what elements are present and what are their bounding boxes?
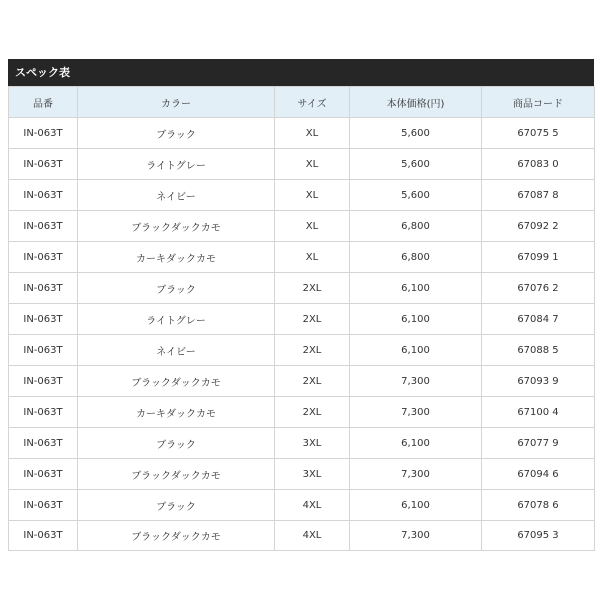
cell-color: ライトグレー <box>78 149 275 180</box>
cell-product-number: IN-063T <box>9 521 78 551</box>
cell-product-code: 67084 7 <box>482 304 595 335</box>
cell-product-code: 67094 6 <box>482 459 595 490</box>
table-row <box>9 428 595 459</box>
cell-price: 6,100 <box>350 273 482 304</box>
table-row <box>9 335 595 366</box>
cell-color: ブラック <box>78 273 275 304</box>
cell-size: 4XL <box>275 521 350 551</box>
cell-color: ライトグレー <box>78 304 275 335</box>
table-row <box>9 397 595 428</box>
cell-product-number: IN-063T <box>9 366 78 397</box>
cell-color: ブラックダックカモ <box>78 521 275 551</box>
cell-price: 6,100 <box>350 490 482 521</box>
header-color: カラー <box>78 87 275 118</box>
cell-product-code: 67095 3 <box>482 521 595 551</box>
cell-product-number: IN-063T <box>9 335 78 366</box>
cell-product-code: 67093 9 <box>482 366 595 397</box>
cell-product-code: 67099 1 <box>482 242 595 273</box>
cell-color: ネイビー <box>78 180 275 211</box>
table-row <box>9 366 595 397</box>
cell-product-code: 67087 8 <box>482 180 595 211</box>
cell-color: ブラック <box>78 428 275 459</box>
cell-size: XL <box>275 149 350 180</box>
cell-price: 6,100 <box>350 428 482 459</box>
header-size: サイズ <box>275 87 350 118</box>
cell-price: 7,300 <box>350 366 482 397</box>
cell-price: 6,800 <box>350 211 482 242</box>
cell-color: カーキダックカモ <box>78 397 275 428</box>
cell-color: カーキダックカモ <box>78 242 275 273</box>
cell-size: XL <box>275 242 350 273</box>
cell-product-code: 67078 6 <box>482 490 595 521</box>
cell-product-number: IN-063T <box>9 428 78 459</box>
table-row <box>9 149 595 180</box>
cell-color: ネイビー <box>78 335 275 366</box>
cell-price: 6,800 <box>350 242 482 273</box>
cell-price: 5,600 <box>350 180 482 211</box>
cell-size: 2XL <box>275 366 350 397</box>
cell-product-number: IN-063T <box>9 118 78 149</box>
table-body <box>9 118 595 551</box>
cell-product-number: IN-063T <box>9 397 78 428</box>
cell-color: ブラック <box>78 118 275 149</box>
cell-price: 7,300 <box>350 397 482 428</box>
spec-table-title: スペック表 <box>8 59 594 86</box>
header-product-code: 商品コード <box>482 87 595 118</box>
cell-product-code: 67088 5 <box>482 335 595 366</box>
cell-product-code: 67077 9 <box>482 428 595 459</box>
table-row <box>9 118 595 149</box>
table-row <box>9 242 595 273</box>
cell-size: XL <box>275 180 350 211</box>
table-row <box>9 490 595 521</box>
table-row <box>9 304 595 335</box>
cell-color: ブラックダックカモ <box>78 366 275 397</box>
cell-size: XL <box>275 211 350 242</box>
table-row <box>9 521 595 551</box>
cell-color: ブラック <box>78 490 275 521</box>
cell-product-number: IN-063T <box>9 211 78 242</box>
table-row <box>9 273 595 304</box>
cell-size: 3XL <box>275 428 350 459</box>
cell-price: 7,300 <box>350 459 482 490</box>
spec-table <box>8 86 595 551</box>
header-price: 本体価格(円) <box>350 87 482 118</box>
cell-color: ブラックダックカモ <box>78 459 275 490</box>
cell-product-code: 67075 5 <box>482 118 595 149</box>
cell-price: 7,300 <box>350 521 482 551</box>
cell-product-number: IN-063T <box>9 459 78 490</box>
cell-size: 2XL <box>275 273 350 304</box>
cell-product-code: 67083 0 <box>482 149 595 180</box>
cell-price: 6,100 <box>350 335 482 366</box>
cell-color: ブラックダックカモ <box>78 211 275 242</box>
cell-product-number: IN-063T <box>9 180 78 211</box>
cell-product-code: 67100 4 <box>482 397 595 428</box>
header-product-number: 品番 <box>9 87 78 118</box>
cell-product-code: 67076 2 <box>482 273 595 304</box>
cell-price: 5,600 <box>350 118 482 149</box>
cell-size: 2XL <box>275 304 350 335</box>
cell-product-number: IN-063T <box>9 304 78 335</box>
cell-product-code: 67092 2 <box>482 211 595 242</box>
cell-size: 3XL <box>275 459 350 490</box>
table-row <box>9 180 595 211</box>
cell-size: 2XL <box>275 397 350 428</box>
header-row <box>9 87 595 118</box>
cell-size: 4XL <box>275 490 350 521</box>
cell-price: 6,100 <box>350 304 482 335</box>
table-row <box>9 211 595 242</box>
cell-product-number: IN-063T <box>9 149 78 180</box>
table-row <box>9 459 595 490</box>
cell-product-number: IN-063T <box>9 242 78 273</box>
cell-product-number: IN-063T <box>9 490 78 521</box>
spec-sheet <box>8 59 594 551</box>
cell-product-number: IN-063T <box>9 273 78 304</box>
cell-size: 2XL <box>275 335 350 366</box>
cell-price: 5,600 <box>350 149 482 180</box>
cell-size: XL <box>275 118 350 149</box>
